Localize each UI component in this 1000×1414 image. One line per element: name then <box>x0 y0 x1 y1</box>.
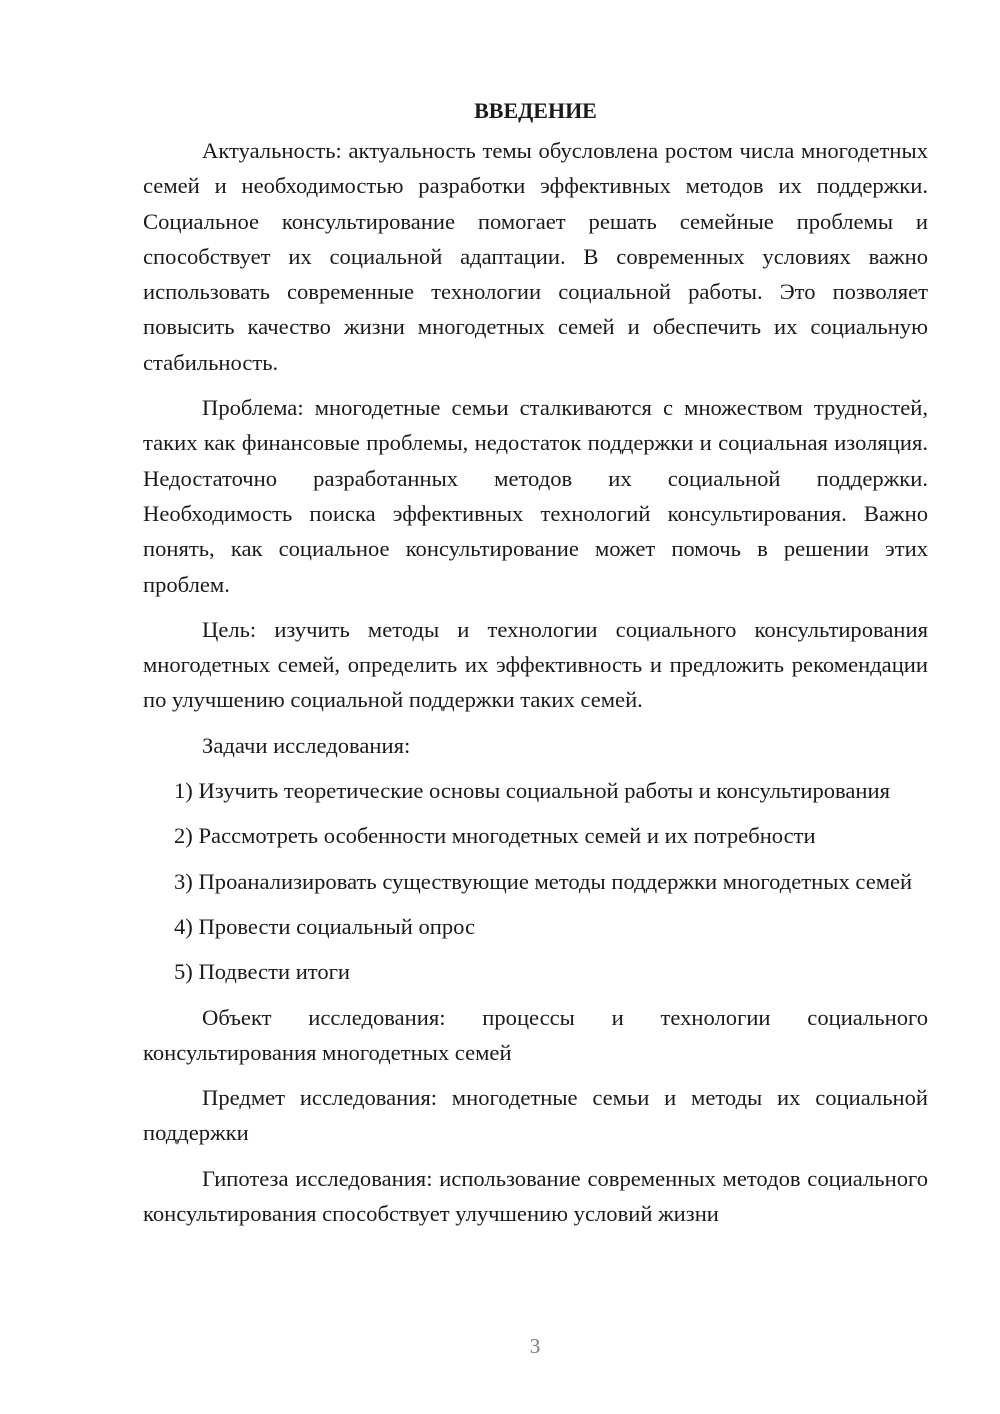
task-item-2: 2) Рассмотреть особенности многодетных семей и их потребности <box>174 823 816 849</box>
task-item-1: 1) Изучить теоретические основы социальной работы и консультирования <box>174 778 891 804</box>
section-heading: ВВЕДЕНИЕ <box>474 98 597 123</box>
page-number: 3 <box>529 1334 541 1358</box>
paragraph-problem: Проблема: многодетные семьи сталкиваются с множеством трудностей, таких как финансовые проблемы, недостаток поддержки и социальная изоляция. Недостаточно разработанных методов их социальной поддержки. Необходимость поиска эффективных технологий консультирования. Важно понять, как социальное консультирование может помочь в решении этих проблем. <box>143 395 928 597</box>
document-page <box>143 95 928 1241</box>
paragraph-hypothesis: Гипотеза исследования: использование современных методов социального консультирования способствует улучшению условий жизни <box>143 1165 928 1227</box>
paragraph-goal: Цель: изучить методы и технологии социального консультирования многодетных семей, определить их эффективность и предложить рекомендации по улучшению социальной поддержки таких семей. <box>143 616 928 713</box>
paragraph-relevance: Актуальность: актуальность темы обусловлена ростом числа многодетных семей и необходимостью разработки эффективных методов их поддержки. Социальное консультирование помогает решать семейные проблемы и способствует их социальной адаптации. В современных условиях важно использовать современные технологии социальной работы. Это позволяет повысить качество жизни многодетных семей и обеспечить их социальную стабильность. <box>143 138 928 375</box>
paragraph-subject: Предмет исследования: многодетные семьи и методы их социальной поддержки <box>143 1085 928 1146</box>
tasks-title: Задачи исследования: <box>202 732 411 758</box>
task-item-3: 3) Проанализировать существующие методы поддержки многодетных семей <box>174 868 913 894</box>
task-item-5: 5) Подвести итоги <box>174 959 351 985</box>
task-item-4: 4) Провести социальный опрос <box>174 913 476 939</box>
paragraph-object: Объект исследования: процессы и технологии социального консультирования многодетных семей <box>143 1004 928 1065</box>
